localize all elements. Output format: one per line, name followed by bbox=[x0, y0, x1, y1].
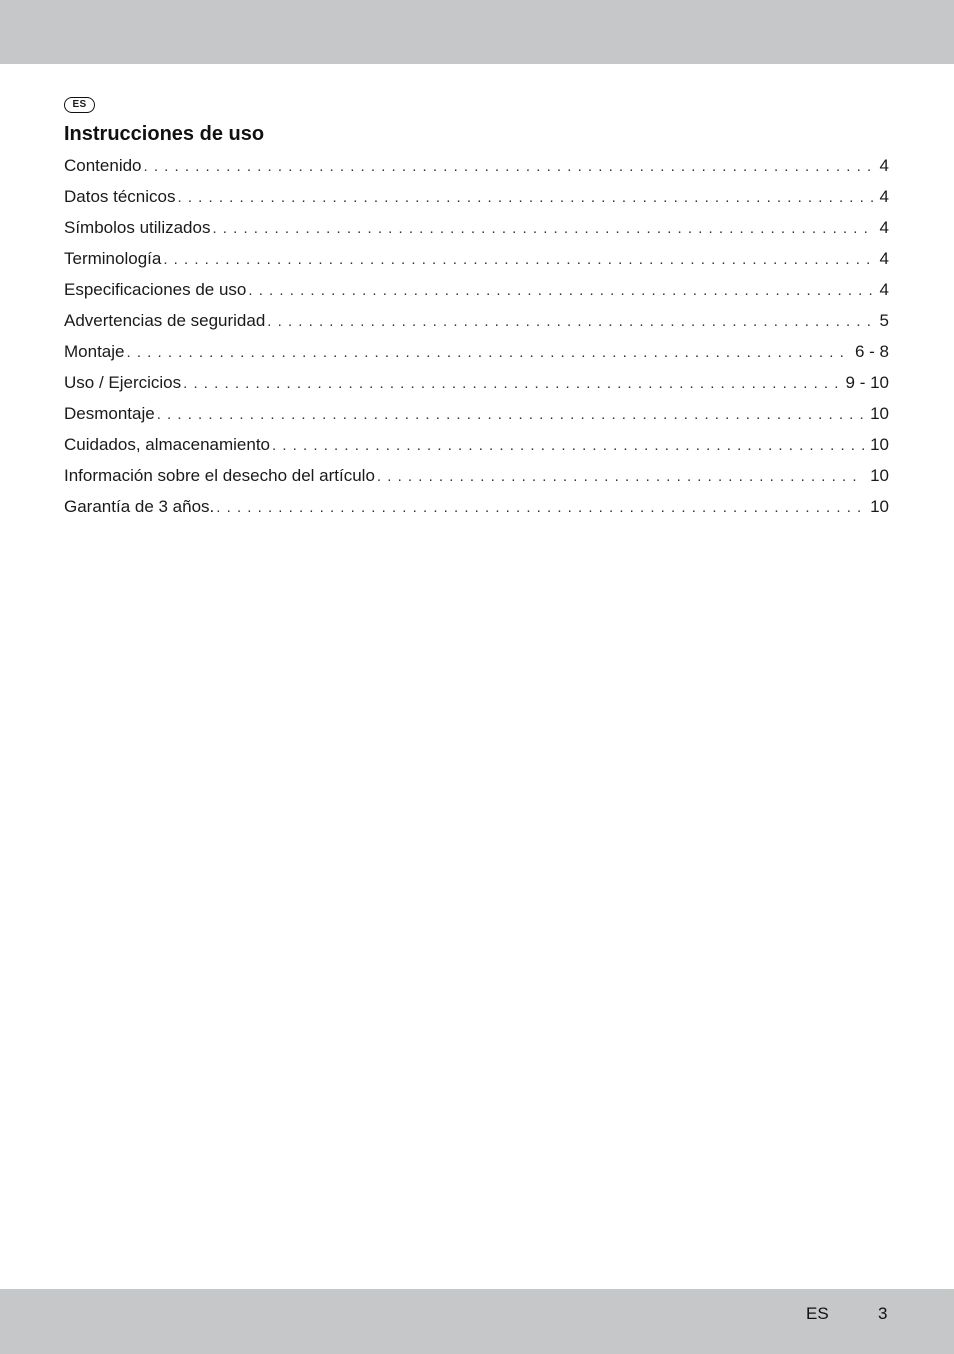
toc-leader bbox=[163, 251, 873, 268]
footer-language: ES bbox=[806, 1304, 829, 1323]
toc-entry[interactable] bbox=[64, 187, 889, 218]
toc-leader bbox=[178, 189, 874, 206]
toc-leader bbox=[216, 499, 864, 516]
toc-page: 4 bbox=[879, 280, 889, 299]
toc-label: Uso / Ejercicios bbox=[64, 373, 182, 392]
toc-label: Garantía de 3 años. bbox=[64, 497, 215, 516]
toc-page: 10 bbox=[870, 466, 889, 485]
toc-label: Información sobre el desecho del artículo bbox=[64, 466, 375, 485]
toc-entry[interactable] bbox=[64, 404, 889, 435]
toc-label: Datos técnicos bbox=[64, 187, 176, 206]
language-badge: ES bbox=[64, 97, 95, 113]
toc-leader bbox=[267, 313, 873, 330]
toc-entry[interactable] bbox=[64, 435, 889, 466]
toc-label: Advertencias de seguridad bbox=[64, 311, 266, 330]
table-of-contents bbox=[64, 156, 889, 528]
toc-page: 4 bbox=[879, 218, 889, 237]
toc-page: 4 bbox=[879, 187, 889, 206]
toc-leader bbox=[212, 220, 873, 237]
toc-entry[interactable] bbox=[64, 156, 889, 187]
toc-entry[interactable] bbox=[64, 373, 889, 404]
toc-leader bbox=[144, 158, 874, 175]
toc-page: 6 - 8 bbox=[854, 342, 889, 361]
toc-label: Desmontaje bbox=[64, 404, 155, 423]
toc-page: 4 bbox=[879, 249, 889, 268]
toc-label: Cuidados, almacenamiento bbox=[64, 435, 271, 454]
top-bar bbox=[0, 0, 954, 64]
toc-entry[interactable] bbox=[64, 497, 889, 528]
toc-leader bbox=[248, 282, 873, 299]
toc-page: 4 bbox=[879, 156, 889, 175]
toc-leader bbox=[126, 344, 848, 361]
toc-label: Símbolos utilizados bbox=[64, 218, 211, 237]
toc-page: 10 bbox=[870, 497, 889, 516]
toc-entry[interactable] bbox=[64, 249, 889, 280]
toc-page: 9 - 10 bbox=[845, 373, 889, 392]
toc-label: Montaje bbox=[64, 342, 125, 361]
toc-page: 10 bbox=[870, 435, 889, 454]
toc-label: Especificaciones de uso bbox=[64, 280, 247, 299]
toc-entry[interactable] bbox=[64, 466, 889, 497]
toc-entry[interactable] bbox=[64, 311, 889, 342]
footer-page-number: 3 bbox=[878, 1304, 888, 1323]
toc-label: Terminología bbox=[64, 249, 162, 268]
toc-label: Contenido bbox=[64, 156, 142, 175]
toc-leader bbox=[183, 375, 839, 392]
toc-page: 5 bbox=[879, 311, 889, 330]
page-title: Instrucciones de uso bbox=[64, 123, 265, 145]
toc-entry[interactable] bbox=[64, 342, 889, 373]
toc-entry[interactable] bbox=[64, 218, 889, 249]
toc-page: 10 bbox=[870, 404, 889, 423]
toc-leader bbox=[272, 437, 864, 454]
toc-leader bbox=[377, 468, 864, 485]
toc-leader bbox=[157, 406, 864, 423]
toc-entry[interactable] bbox=[64, 280, 889, 311]
